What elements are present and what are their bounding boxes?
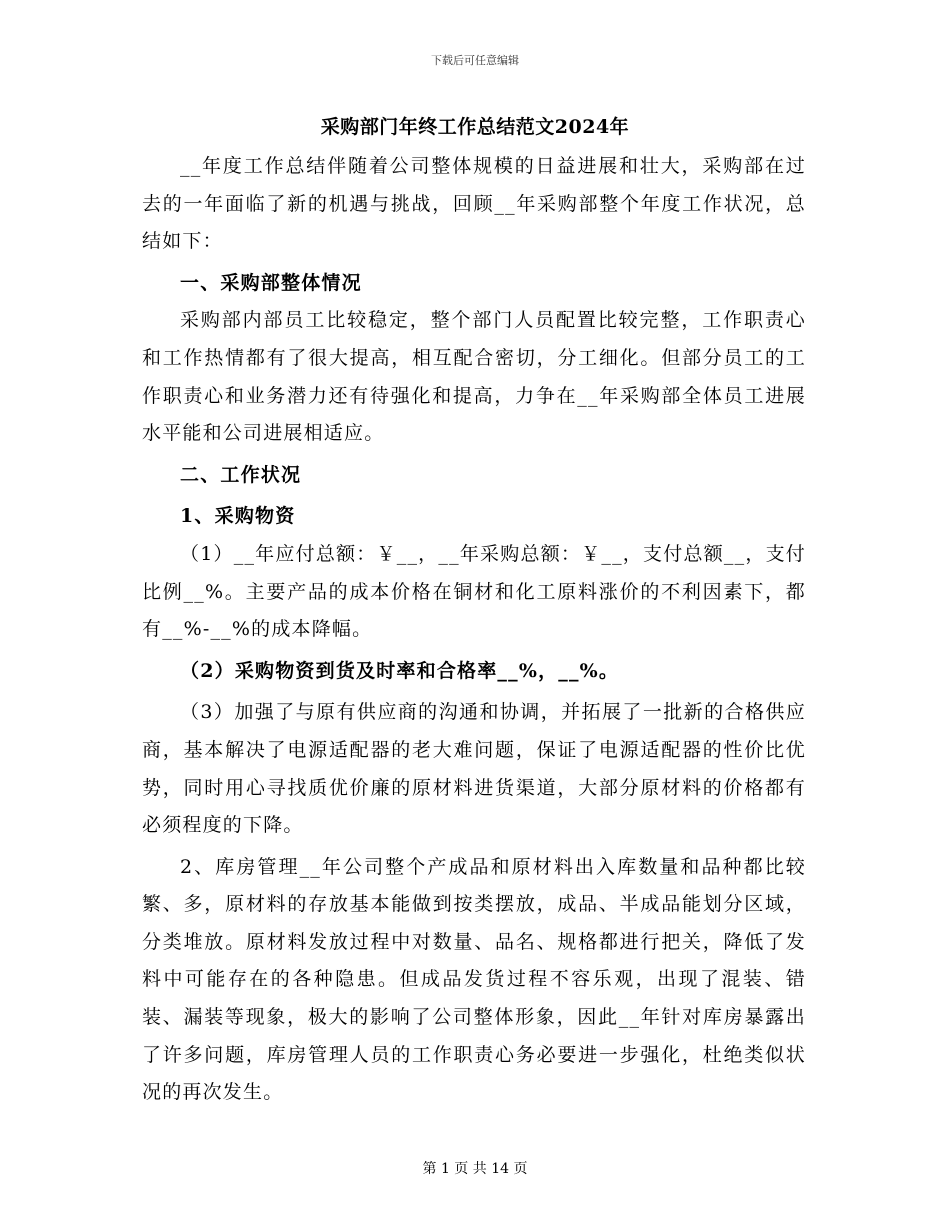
intro-paragraph: __年度工作总结伴随着公司整体规模的日益进展和壮大，采购部在过去的一年面临了新的机遇与挑战，回顾__年采购部整个年度工作状况，总结如下：	[142, 155, 806, 253]
section-heading-overview: 一、采购部整体情况	[180, 271, 362, 294]
page-header: 下载后可任意编辑	[431, 54, 519, 67]
subsection-heading-purchasing: 1、采购物资	[180, 505, 296, 528]
section-heading-work-status: 二、工作状况	[180, 463, 302, 486]
page-footer: 第 1 页 共 14 页	[422, 1161, 528, 1177]
document-title: 采购部门年终工作总结范文2024年	[320, 116, 630, 138]
overview-paragraph: 采购部内部员工比较稳定，整个部门人员配置比较完整，工作职责心和工作热情都有了很大提高，相互配合密切，分工细化。但部分员工的工作职责心和业务潜力还有待强化和提高，力争在__年采购部全体员工进展水平能和公司进展相适应。	[142, 309, 806, 445]
purchasing-item-2: （2）采购物资到货及时率和合格率__%，__%。	[180, 659, 620, 682]
warehouse-paragraph: 2、库房管理__年公司整个产成品和原材料出入库数量和品种都比较繁、多，原材料的存放基本能做到按类摆放，成品、半成品能划分区域，分类堆放。原材料发放过程中对数量、品名、规格都进行把关，降低了发料中可能存在的各种隐患。但成品发货过程不容乐观，出现了混装、错装、漏装等现象，极大的影响了公司整体形象，因此__年针对库房暴露出了许多问题，库房管理人员的工作职责心务必要进一步强化，杜绝类似状况的再次发生。	[142, 855, 806, 1104]
purchasing-item-1: （1）__年应付总额：￥__，__年采购总额：￥__，支付总额__，支付比例__%。主要产品的成本价格在铜材和化工原料涨价的不利因素下，都有__%-__%的成本降幅。	[142, 542, 806, 641]
purchasing-item-3: （3）加强了与原有供应商的沟通和协调，并拓展了一批新的合格供应商，基本解决了电源适配器的老大难问题，保证了电源适配器的性价比优势，同时用心寻找质优价廉的原材料进货渠道，大部分原材料的价格都有必须程度的下降。	[142, 701, 806, 837]
document-body	[142, 148, 806, 1112]
